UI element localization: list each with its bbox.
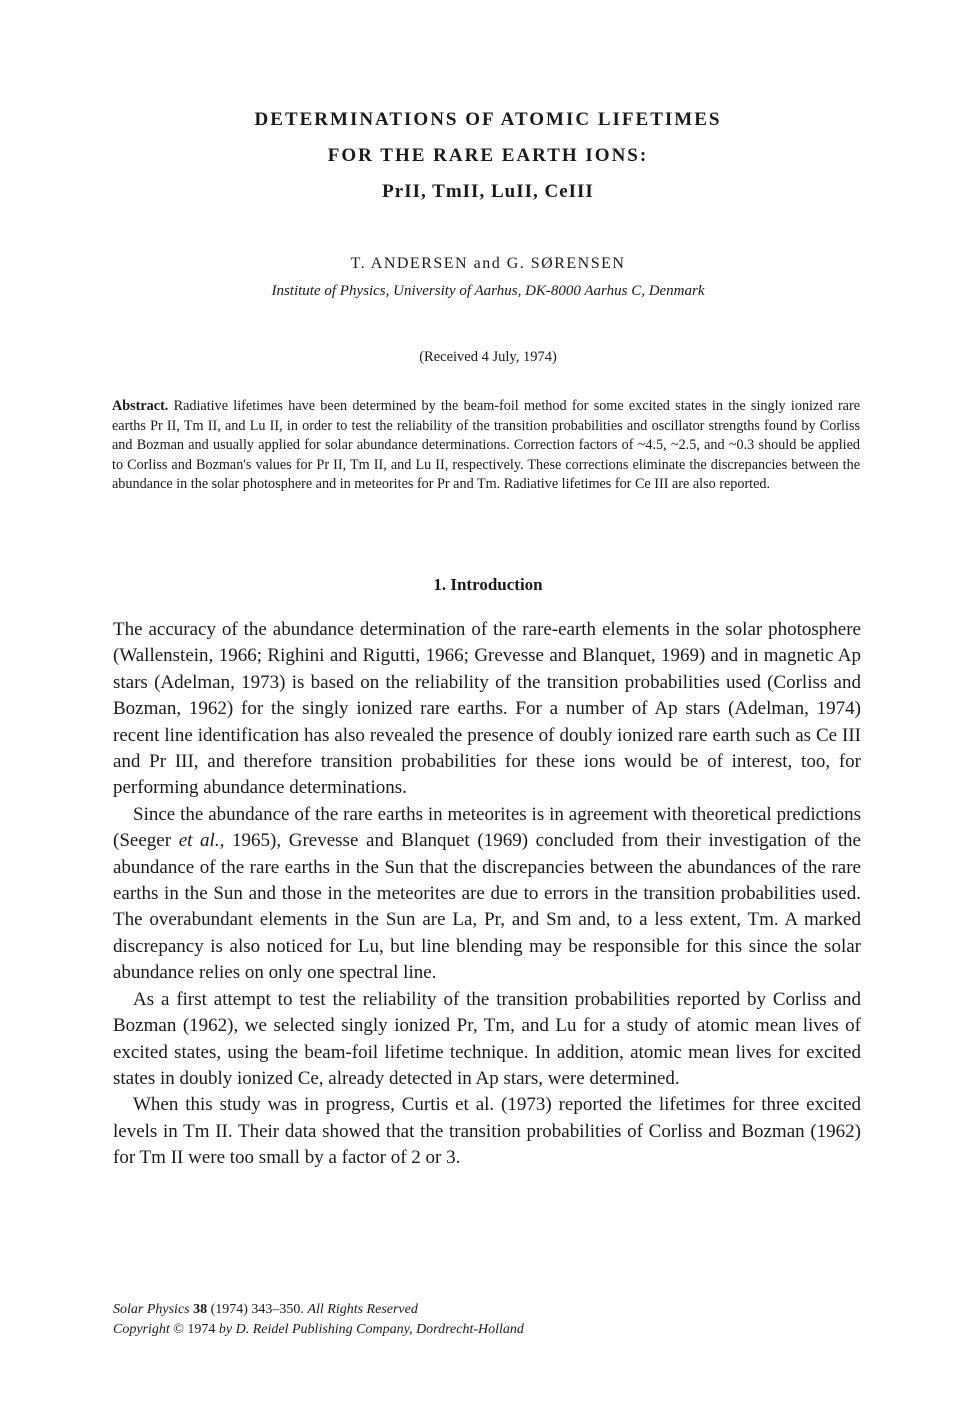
paragraph-2: [113, 802, 861, 987]
paragraph-4: When this study was in progress, Curtis et al. (1973) reported the lifetimes for three excited levels in Tm II. Their data showed that the transition probabilities of Corliss and Bozman (1962) for Tm II were too small by a factor of 2 or 3.: [113, 1094, 861, 1169]
footer-year-pages: (1974) 343–350.: [207, 1302, 308, 1317]
ion-ce: CeIII: [544, 181, 594, 202]
section-body: [113, 617, 861, 1172]
abstract-text: Radiative lifetimes have been determined by the beam-foil method for some excited states in the singly ionized rare earths Pr II, Tm II, and Lu II, in order to test the reliability of the transition probabilities and oscillator strengths found by Corliss and Bozman and usually applied for solar abundance determinations. Correction factors of ~4.5, ~2.5, and ~0.3 should be applied to Corliss and Bozman's values for Pr II, Tm II, and Lu II, respectively. These corrections eliminate the discrepancies between the abundance in the solar photosphere and in meteorites for Pr and Tm. Radiative lifetimes for Ce III are also reported.: [112, 398, 860, 493]
paragraph-2-etal: et al.: [178, 830, 220, 852]
footer: [113, 1300, 873, 1340]
paragraph-1: The accuracy of the abundance determination of the rare-earth elements in the solar photosphere (Wallenstein, 1966; Righini and Rigutti, 1966; Grevesse and Blanquet, 1969) and in magnetic Ap stars (Adelman, 1973) is based on the reliability of the transition probabilities used (Corliss and Bozman, 1962) for the singly ionized rare earths. For a number of Ap stars (Adelman, 1974) recent line identification has also revealed the presence of doubly ionized rare earth such as Ce III and Pr III, and therefore transition probabilities for these ions would be of interest, too, for performing abundance determinations.: [113, 619, 861, 799]
authors: T. ANDERSEN and G. SØRENSEN: [350, 255, 626, 272]
paragraph-3: As a first attempt to test the reliability of the transition probabilities reported by Corliss and Bozman (1962), we selected singly ionized Pr, Tm, and Lu for a study of atomic mean lives of excited states, using the beam-foil lifetime technique. In addition, atomic mean lives for excited states in doubly ionized Ce, already detected in Ap stars, were determined.: [113, 988, 861, 1089]
abstract-label: Abstract.: [112, 398, 169, 414]
affiliation: Institute of Physics, University of Aarhus, DK-8000 Aarhus C, Denmark: [271, 283, 705, 299]
footer-volume: 38: [193, 1302, 208, 1317]
ion-lu: LuII,: [490, 181, 545, 202]
title-line-1: DETERMINATIONS OF ATOMIC LIFETIMES: [254, 109, 722, 130]
footer-copyright-b: by D. Reidel Publishing Company, Dordrecht-Holland: [215, 1322, 524, 1337]
paragraph-2-b: , 1965), Grevesse and Blanquet (1969) concluded from their investigation of the abundance of the rare earths in the Sun that the discrepancies between the abundances of the rare earths in the Sun and those in the meteorites are due to errors in the transition probabilities used. The overabundant elements in the Sun are La, Pr, and Sm and, to a less extent, Tm. A marked discrepancy is also noticed for Lu, but line blending may be responsible for this since the solar abundance relies on only one spectral line.: [113, 830, 861, 984]
ion-pr: PrII,: [382, 181, 433, 202]
footer-rights: All Rights Reserved: [307, 1302, 418, 1317]
footer-citation: [113, 1300, 873, 1320]
paragraph-2-a: Since the abundance of the rare earths in meteorites is in agreement with theoretical predictions (Seeger: [113, 803, 861, 852]
footer-copyright: [113, 1320, 873, 1340]
footer-journal: Solar Physics: [113, 1302, 194, 1317]
footer-copyright-symbol: © 1974: [173, 1322, 216, 1337]
title-line-2: FOR THE RARE EARTH IONS:: [327, 145, 649, 166]
section-heading: 1. Introduction: [433, 575, 543, 594]
title-ions: [0, 181, 976, 203]
ion-tm: TmII,: [432, 181, 491, 202]
abstract: [112, 397, 860, 495]
footer-copyright-a: Copyright: [113, 1322, 174, 1337]
received-date: (Received 4 July, 1974): [419, 349, 557, 365]
